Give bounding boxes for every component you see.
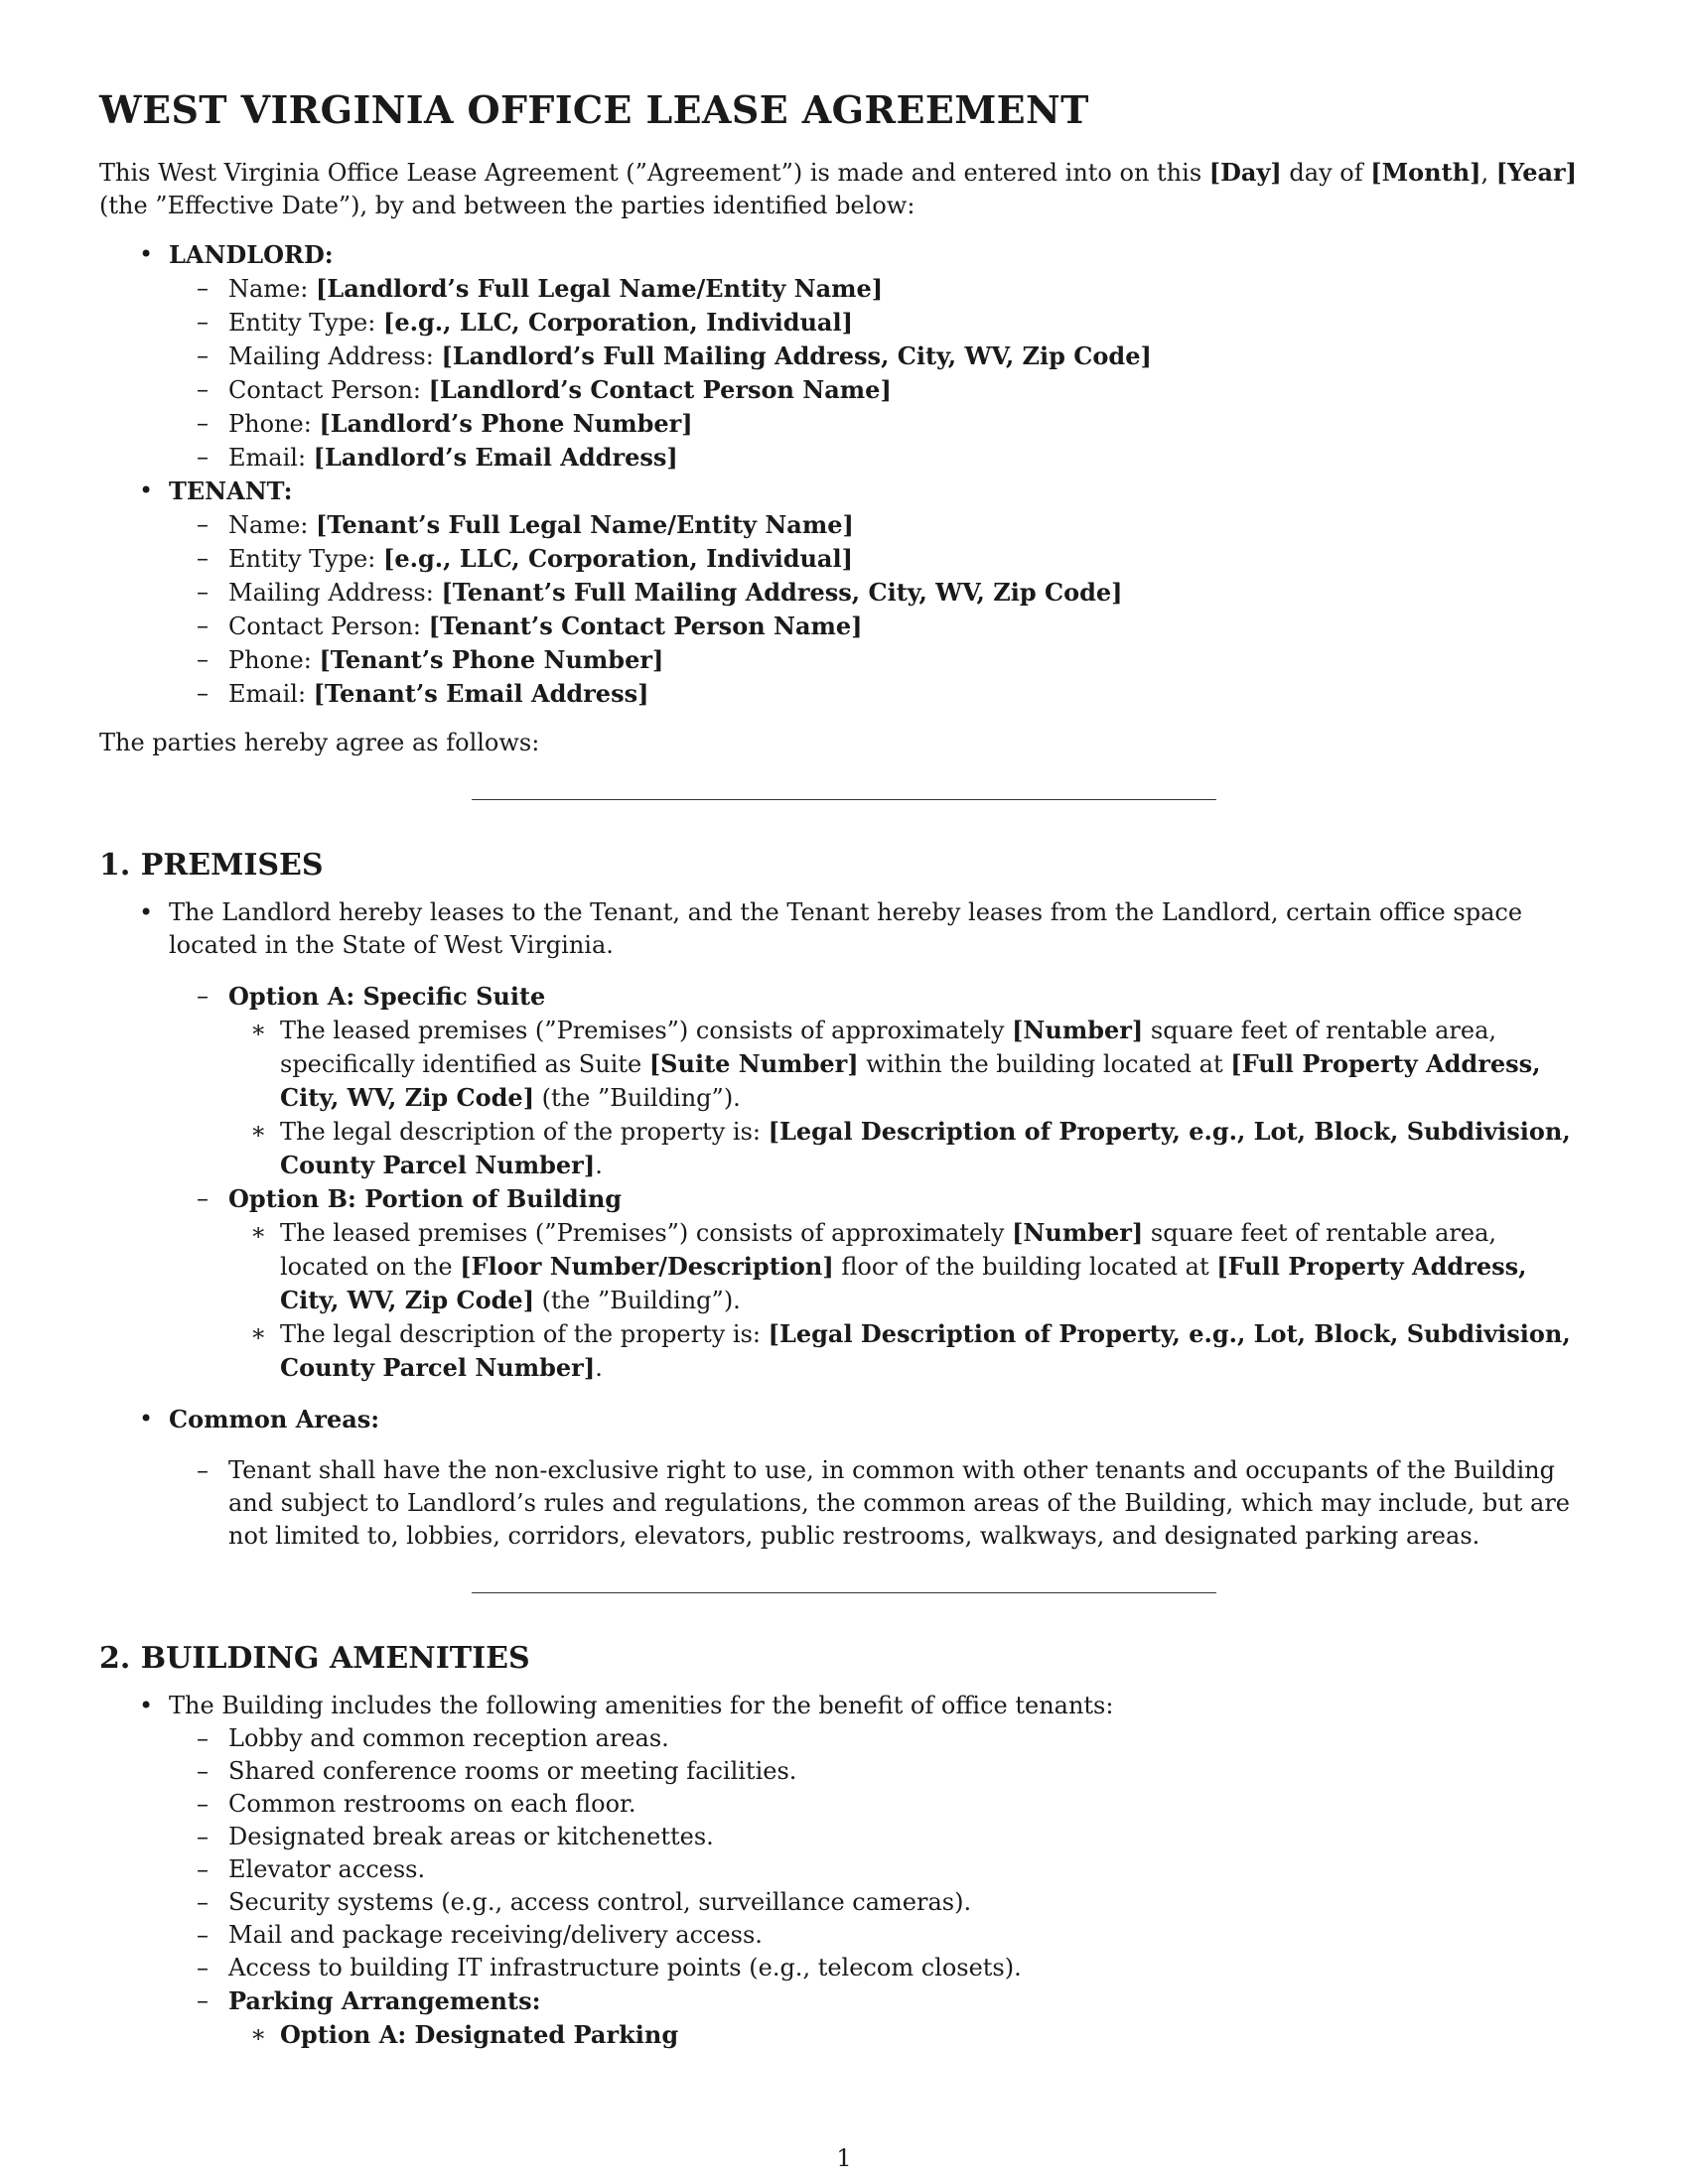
parking-arrangements-heading: – Parking Arrangements: [197, 1986, 541, 2015]
dash-marker: – [197, 1855, 209, 1883]
amenity-item: – Designated break areas or kitchenettes. [99, 1821, 1589, 1853]
bullet-marker: • [139, 1405, 154, 1433]
dash-marker: – [197, 1724, 209, 1752]
page-number: 1 [836, 2144, 852, 2172]
dash-marker: – [197, 544, 209, 572]
option-b-premises-item: ∗ The leased premises (”Premises”) consists of approximately [Number] square feet of rentable area, located on the [Floor Number/Description] floor of the building located at [Full Property Address, City, WV, Zip Code] (the ”Building”). [250, 1218, 1527, 1314]
landlord-phone: – Phone: [Landlord’s Phone Number] [197, 409, 693, 438]
option-b-heading: – Option B: Portion of Building [197, 1184, 623, 1213]
common-areas-heading: • Common Areas: [139, 1405, 380, 1433]
tenant-email: – Email: [Tenant’s Email Address] [197, 679, 649, 708]
dash-marker: – [197, 308, 209, 336]
dash-marker: – [197, 1954, 209, 1981]
landlord-mailing-address: – Mailing Address: [Landlord’s Full Mailing Address, City, WV, Zip Code] [197, 341, 1152, 370]
document-title: WEST VIRGINIA OFFICE LEASE AGREEMENT [99, 87, 1089, 132]
star-marker: ∗ [250, 1016, 267, 1043]
bullet-marker: • [139, 1692, 154, 1719]
bullet-marker: • [139, 240, 154, 268]
parking-option-a: ∗ Option A: Designated Parking [250, 2020, 679, 2049]
option-b-legal-description: ∗ The legal description of the property is: [Legal Description of Property, e.g., Lot, Block, Subdivision, County Parcel Number]. [250, 1319, 1571, 1382]
dash-marker: – [197, 679, 209, 707]
amenity-item: – Security systems (e.g., access control, surveillance cameras). [99, 1886, 1589, 1919]
landlord-email: – Email: [Landlord’s Email Address] [197, 443, 678, 472]
amenity-item: – Elevator access. [99, 1853, 1589, 1886]
amenity-item: – Shared conference rooms or meeting facilities. [99, 1755, 1589, 1788]
tenant-contact-person: – Contact Person: [Tenant’s Contact Person Name] [197, 612, 863, 640]
dash-marker: – [197, 409, 209, 437]
dash-marker: – [197, 1456, 209, 1484]
section-2-heading: 2. BUILDING AMENITIES [99, 1641, 530, 1676]
dash-marker: – [197, 1184, 209, 1212]
dash-marker: – [197, 1757, 209, 1785]
month-placeholder: [Month] [1370, 158, 1481, 187]
dash-marker: – [197, 510, 209, 538]
dash-marker: – [197, 645, 209, 673]
section-1-heading: 1. PREMISES [99, 848, 324, 883]
option-a-legal-description: ∗ The legal description of the property is: [Legal Description of Property, e.g., Lot, Block, Subdivision, County Parcel Number]. [250, 1117, 1571, 1179]
dash-marker: – [197, 612, 209, 639]
day-placeholder: [Day] [1208, 158, 1282, 187]
landlord-contact-person: – Contact Person: [Landlord’s Contact Person Name] [197, 375, 892, 404]
dash-marker: – [197, 1888, 209, 1916]
landlord-heading: • LANDLORD: [139, 240, 334, 269]
dash-marker: – [197, 578, 209, 606]
star-marker: ∗ [250, 2020, 267, 2048]
dash-marker: – [197, 1921, 209, 1949]
option-a-premises-item: ∗ The leased premises (”Premises”) consists of approximately [Number] square feet of rentable area, specifically identified as Suite [Suite Number] within the building located at [Full Property Address, City, WV, Zip Code] (the ”Building”). [250, 1016, 1541, 1112]
tenant-entity-type: – Entity Type: [e.g., LLC, Corporation, Individual] [197, 544, 853, 573]
document-body [99, 87, 1589, 2052]
tenant-heading: • TENANT: [139, 477, 293, 505]
dash-marker: – [197, 443, 209, 471]
dash-marker: – [197, 1986, 209, 2014]
intro-paragraph: This West Virginia Office Lease Agreement (”Agreement”) is made and entered into on this [Day] day of [Month], [Year] (the ”Effective Date”), by and between the parties identified below: [99, 158, 1578, 219]
landlord-entity-type: – Entity Type: [e.g., LLC, Corporation, Individual] [197, 308, 853, 337]
amenity-item: – Common restrooms on each floor. [99, 1788, 1589, 1821]
year-placeholder: [Year] [1495, 158, 1578, 187]
dash-marker: – [197, 375, 209, 403]
bullet-marker: • [139, 477, 154, 504]
option-a-heading: – Option A: Specific Suite [197, 982, 546, 1011]
tenant-mailing-address: – Mailing Address: [Tenant’s Full Mailing Address, City, WV, Zip Code] [197, 578, 1123, 607]
tenant-phone: – Phone: [Tenant’s Phone Number] [197, 645, 664, 674]
tenant-name: – Name: [Tenant’s Full Legal Name/Entity Name] [197, 510, 854, 539]
amenities-lead: • The Building includes the following amenities for the benefit of office tenants: [99, 1690, 1589, 1722]
agree-paragraph: The parties hereby agree as follows: [99, 729, 540, 756]
bullet-marker: • [139, 898, 154, 926]
amenity-item: – Access to building IT infrastructure points (e.g., telecom closets). [99, 1952, 1589, 1984]
dash-marker: – [197, 1823, 209, 1850]
amenity-item: – Lobby and common reception areas. [99, 1722, 1589, 1755]
section-divider [472, 799, 1216, 800]
star-marker: ∗ [250, 1218, 267, 1246]
premises-lead: • The Landlord hereby leases to the Tenant, and the Tenant hereby leases from the Landlord, certain office space located in the State of West Virginia. [139, 898, 1523, 959]
dash-marker: – [197, 341, 209, 369]
dash-marker: – [197, 982, 209, 1010]
landlord-name: – Name: [Landlord’s Full Legal Name/Entity Name] [197, 274, 884, 303]
star-marker: ∗ [250, 1319, 267, 1347]
dash-marker: – [197, 274, 209, 302]
star-marker: ∗ [250, 1117, 267, 1145]
amenity-item: – Mail and package receiving/delivery access. [99, 1919, 1589, 1952]
dash-marker: – [197, 1790, 209, 1818]
common-areas-text: – Tenant shall have the non-exclusive right to use, in common with other tenants and occupants of the Building and subject to Landlord’s rules and regulations, the common areas of the Building, which may include, but are not limited to, lobbies, corridors, elevators, public restrooms, walkways, and designated parking areas. [197, 1456, 1571, 1550]
parties-list [99, 238, 1589, 711]
section-divider [472, 1592, 1216, 1593]
